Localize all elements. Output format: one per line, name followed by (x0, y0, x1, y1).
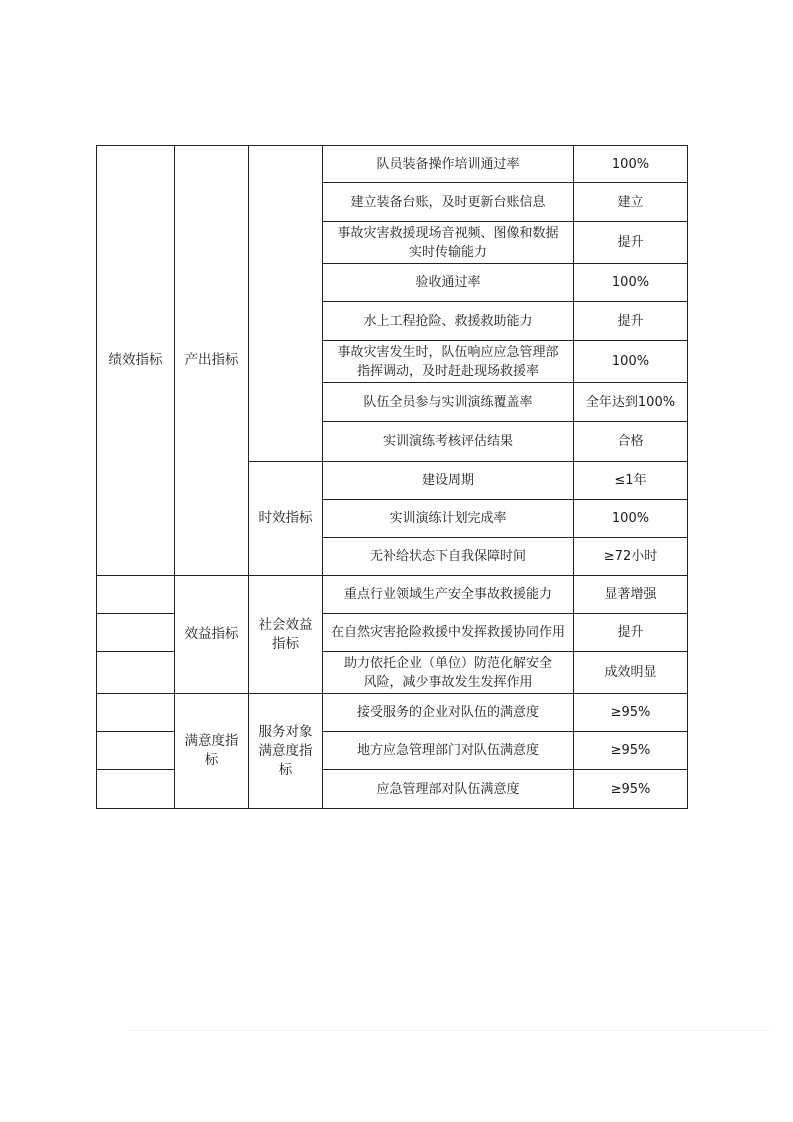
indicator-cell: 在自然灾害抢险救援中发挥救援协同作用 (323, 614, 574, 652)
value-cell: 显著增强 (574, 576, 688, 614)
blank-cell (97, 732, 175, 770)
value-cell: 建立 (574, 183, 688, 222)
subcategory-social-benefit: 社会效益 指标 (249, 576, 323, 694)
value-cell: 100% (574, 500, 688, 538)
indicator-cell: 队伍全员参与实训演练覆盖率 (323, 383, 574, 422)
category-output: 产出指标 (175, 146, 249, 576)
indicator-cell: 无补给状态下自我保障时间 (323, 538, 574, 576)
indicator-cell: 建立装备台账，及时更新台账信息 (323, 183, 574, 222)
blank-cell (97, 614, 175, 652)
table-row (97, 146, 688, 183)
indicator-cell: 实训演练考核评估结果 (323, 422, 574, 462)
blank-cell (97, 770, 175, 809)
indicator-cell: 建设周期 (323, 462, 574, 500)
value-cell: ≥95% (574, 770, 688, 809)
indicator-cell: 队员装备操作培训通过率 (323, 146, 574, 183)
category-performance: 绩效指标 (97, 146, 175, 576)
value-cell: 全年达到100% (574, 383, 688, 422)
value-cell: ≤1年 (574, 462, 688, 500)
value-cell: 合格 (574, 422, 688, 462)
indicator-cell: 地方应急管理部门对队伍满意度 (323, 732, 574, 770)
value-cell: 100% (574, 341, 688, 383)
scan-artifact-line (130, 1030, 770, 1031)
table-row (97, 576, 688, 614)
subcategory-timeliness: 时效指标 (249, 462, 323, 576)
indicator-cell: 水上工程抢险、救援救助能力 (323, 302, 574, 341)
indicator-cell: 助力依托企业（单位）防范化解安全 风险，减少事故发生发挥作用 (323, 652, 574, 694)
value-cell: 提升 (574, 614, 688, 652)
value-cell: ≥95% (574, 732, 688, 770)
blank-cell (97, 576, 175, 614)
performance-indicator-table (96, 145, 688, 809)
category-satisfaction: 满意度指标 (175, 694, 249, 809)
indicator-cell: 事故灾害发生时，队伍响应应急管理部 指挥调动，及时赶赴现场救援率 (323, 341, 574, 383)
indicator-cell: 实训演练计划完成率 (323, 500, 574, 538)
subcategory-blank (249, 146, 323, 462)
indicator-cell: 应急管理部对队伍满意度 (323, 770, 574, 809)
blank-cell (97, 652, 175, 694)
subcategory-service-satisfaction: 服务对象 满意度指标 (249, 694, 323, 809)
value-cell: 100% (574, 146, 688, 183)
indicator-cell: 验收通过率 (323, 264, 574, 302)
table-row (97, 694, 688, 732)
value-cell: ≥72小时 (574, 538, 688, 576)
indicator-cell: 重点行业领域生产安全事故救援能力 (323, 576, 574, 614)
value-cell: 提升 (574, 302, 688, 341)
value-cell: 提升 (574, 222, 688, 264)
value-cell: ≥95% (574, 694, 688, 732)
indicator-cell: 接受服务的企业对队伍的满意度 (323, 694, 574, 732)
blank-cell (97, 694, 175, 732)
category-benefit: 效益指标 (175, 576, 249, 694)
indicator-cell: 事故灾害救援现场音视频、图像和数据 实时传输能力 (323, 222, 574, 264)
value-cell: 100% (574, 264, 688, 302)
value-cell: 成效明显 (574, 652, 688, 694)
